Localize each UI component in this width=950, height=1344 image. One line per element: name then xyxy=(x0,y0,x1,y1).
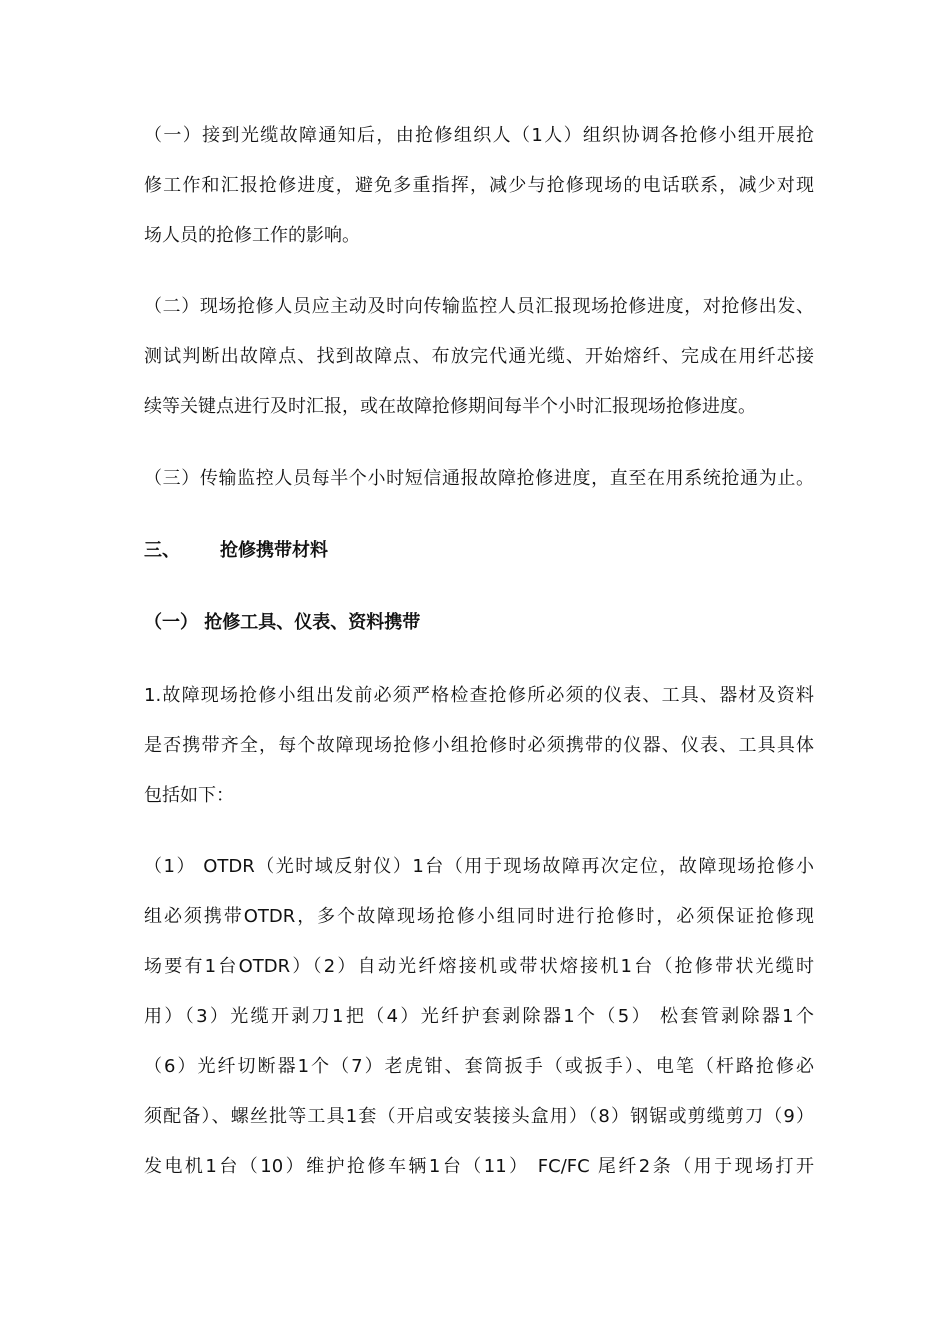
paragraph-line: 组必须携带OTDR，多个故障现场抢修小组同时进行抢修时，必须保证抢修现 xyxy=(144,906,814,927)
paragraph-line: 须配备）、螺丝批等工具1套（开启或安装接头盒用）（8）钢锯或剪缆剪刀（9） xyxy=(144,1106,814,1127)
paragraph-line: 用）（3）光缆开剥刀1把（4）光纤护套剥除器1个（5） 松套管剥除器1个 xyxy=(144,1006,814,1027)
paragraph-line: 测试判断出故障点、找到故障点、布放完代通光缆、开始熔纤、完成在用纤芯接 xyxy=(144,346,814,367)
section-title: 抢修携带材料 xyxy=(220,540,328,561)
section-number: 三、 xyxy=(144,540,180,561)
paragraph-line: 包括如下： xyxy=(144,785,234,806)
paragraph-line: 是否携带齐全，每个故障现场抢修小组抢修时必须携带的仪器、仪表、工具具体 xyxy=(144,735,814,756)
paragraph-line: 场人员的抢修工作的影响。 xyxy=(144,225,360,246)
paragraph-line: （二）现场抢修人员应主动及时向传输监控人员汇报现场抢修进度，对抢修出发、 xyxy=(144,296,814,317)
paragraph-line: （一）接到光缆故障通知后，由抢修组织人（1人）组织协调各抢修小组开展抢 xyxy=(144,125,814,146)
paragraph-line: （三）传输监控人员每半个小时短信通报故障抢修进度，直至在用系统抢通为止。 xyxy=(144,468,814,489)
paragraph-line: 1.故障现场抢修小组出发前必须严格检查抢修所必须的仪表、工具、器材及资料 xyxy=(144,685,814,706)
paragraph-line: 续等关键点进行及时汇报，或在故障抢修期间每半个小时汇报现场抢修进度。 xyxy=(144,396,756,417)
paragraph-line: 修工作和汇报抢修进度，避免多重指挥，减少与抢修现场的电话联系，减少对现 xyxy=(144,175,814,196)
paragraph-line: 场要有1台OTDR）（2）自动光纤熔接机或带状熔接机1台（抢修带状光缆时 xyxy=(144,956,814,977)
section-heading xyxy=(144,539,814,563)
paragraph-line: （1） OTDR（光时域反射仪）1台（用于现场故障再次定位，故障现场抢修小 xyxy=(144,856,814,877)
subsection-heading: （一） 抢修工具、仪表、资料携带 xyxy=(144,612,421,633)
paragraph-line: （6）光纤切断器1个（7）老虎钳、套筒扳手（或扳手）、电笔（杆路抢修必 xyxy=(144,1056,814,1077)
paragraph-line: 发电机1台（10）维护抢修车辆1台（11） FC/FC 尾纤2条（用于现场打开 xyxy=(144,1156,814,1177)
